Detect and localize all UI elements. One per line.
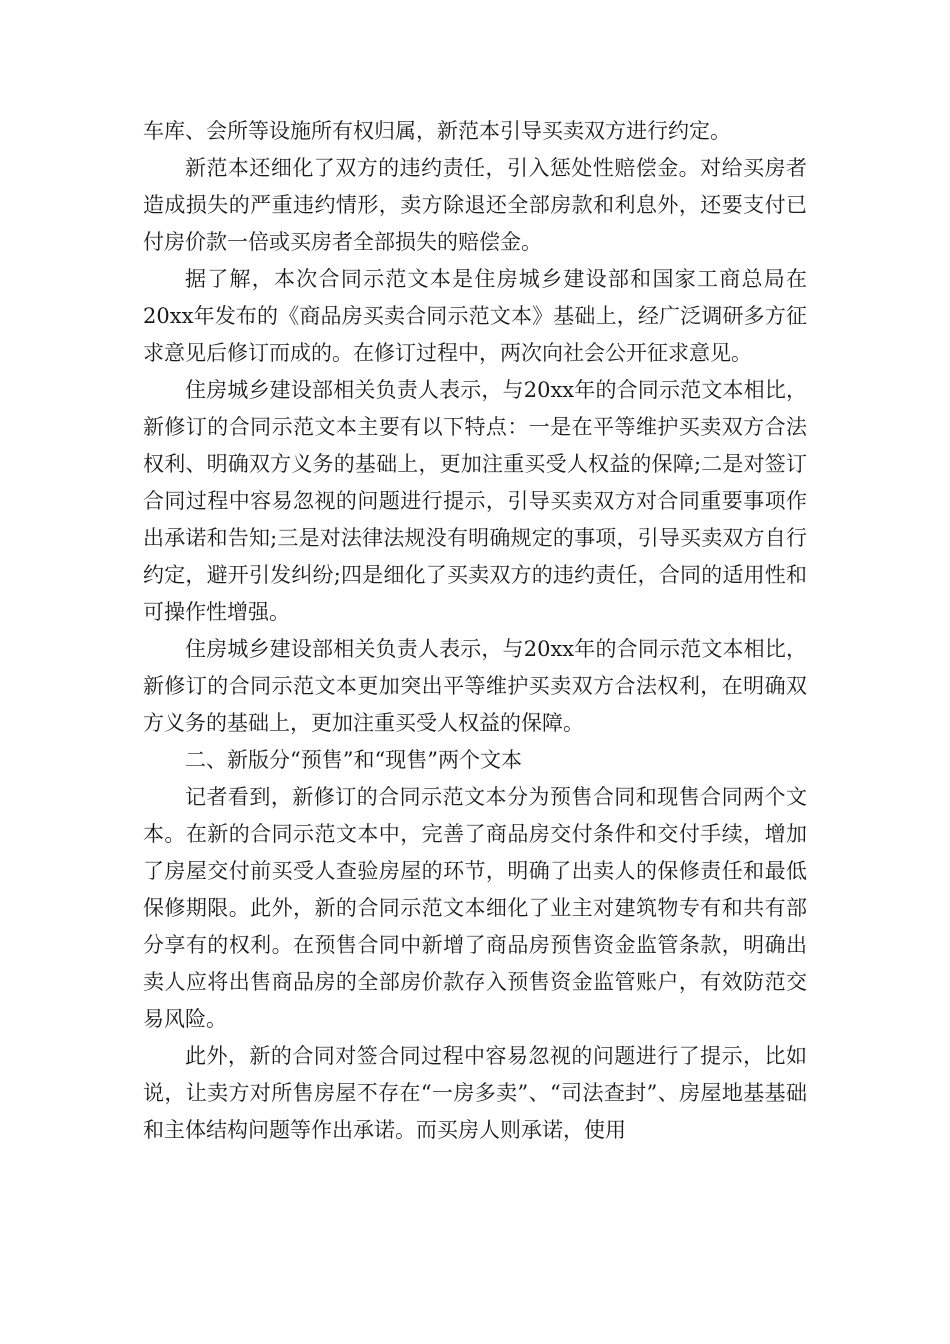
document-body: [143, 113, 807, 1149]
paragraph-features: 住房城乡建设部相关负责人表示，与20xx年的合同示范文本相比，新修订的合同示范文本主要有以下特点：一是在平等维护买卖双方合法权利、明确双方义务的基础上，更加注重买受人权益的保障;二是对签订合同过程中容易忽视的问题进行提示，引导买卖双方对合同重要事项作出承诺和告知;三是对法律法规没有明确规定的事项，引导买卖双方自行约定，避开引发纠纷;四是细化了买卖双方的违约责任，合同的适用性和可操作性增强。: [143, 378, 807, 624]
paragraph-breach-liability: 新范本还细化了双方的违约责任，引入惩处性赔偿金。对给买房者造成损失的严重违约情形，卖方除退还全部房款和利息外，还要支付已付房价款一倍或买房者全部损失的赔偿金。: [143, 156, 807, 254]
paragraph-equal-rights: 住房城乡建设部相关负责人表示，与20xx年的合同示范文本相比，新修订的合同示范文本更加突出平等维护买卖双方合法权利，在明确双方义务的基础上，更加注重买受人权益的保障。: [143, 637, 807, 735]
paragraph-presale-and-sale: 记者看到，新修订的合同示范文本分为预售合同和现售合同两个文本。在新的合同示范文本中，完善了商品房交付条件和交付手续，增加了房屋交付前买受人查验房屋的环节，明确了出卖人的保修责任和最低保修期限。此外，新的合同示范文本细化了业主对建筑物专有和共有部分享有的权利。在预售合同中新增了商品房预售资金监管条款，明确出卖人应将出售商品房的全部房价款存入预售资金监管账户，有效防范交易风险。: [143, 785, 807, 1031]
paragraph-ownership: 车库、会所等设施所有权归属，新范本引导买卖双方进行约定。: [143, 119, 731, 143]
paragraph-reminders: 此外，新的合同对签合同过程中容易忽视的问题进行了提示，比如说，让卖方对所售房屋不存在“一房多卖”、“司法查封”、房屋地基基础和主体结构问题等作出承诺。而买房人则承诺，使用: [143, 1044, 807, 1142]
paragraph-background: 据了解，本次合同示范文本是住房城乡建设部和国家工商总局在20xx年发布的《商品房买卖合同示范文本》基础上，经广泛调研多方征求意见后修订而成的。在修订过程中，两次向社会公开征求意见。: [143, 267, 807, 365]
section-heading-two-versions: 二、新版分“预售”和“现售”两个文本: [185, 748, 522, 772]
